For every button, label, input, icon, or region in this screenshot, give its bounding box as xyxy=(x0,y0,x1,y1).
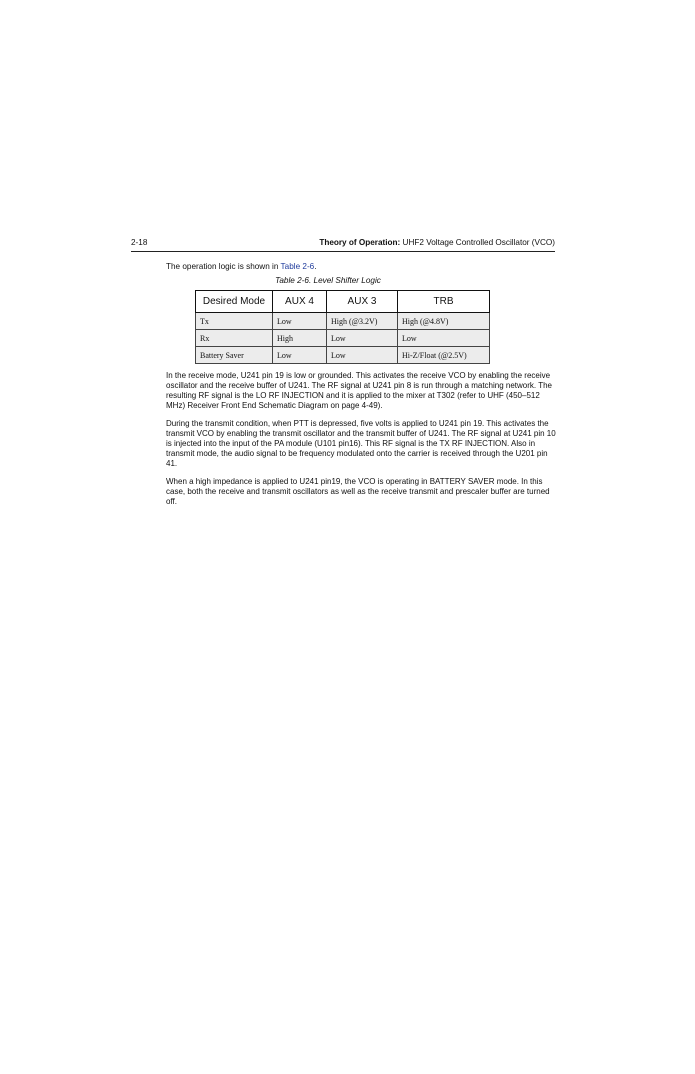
cell-aux3: High (@3.2V) xyxy=(327,313,398,330)
intro-sentence xyxy=(166,262,317,271)
paragraph-transmit-mode: During the transmit condition, when PTT is depressed, five volts is applied to U241 pin 19. This activates the transmit VCO by enabling the transmit oscillator and the transmit buffer of U241. The RF signal at U241 pin 10 is injected into the input of the PA module (U101 pin16). This RF signal is the TX RF INJECTION. Also in transmit mode, the audio signal to be frequency modulated onto the carrier is received through the U201 pin 41. xyxy=(166,419,556,468)
section-title-rest: UHF2 Voltage Controlled Oscillator (VCO) xyxy=(400,238,555,247)
header-aux3: AUX 3 xyxy=(327,291,398,313)
section-title-bold: Theory of Operation: xyxy=(319,238,401,247)
cell-aux4: Low xyxy=(273,313,327,330)
cell-trb: High (@4.8V) xyxy=(398,313,490,330)
cell-mode: Tx xyxy=(196,313,273,330)
cell-mode: Rx xyxy=(196,330,273,347)
cell-mode: Battery Saver xyxy=(196,347,273,364)
cell-trb: Hi-Z/Float (@2.5V) xyxy=(398,347,490,364)
cell-aux4: High xyxy=(273,330,327,347)
section-title xyxy=(319,238,555,247)
cell-aux4: Low xyxy=(273,347,327,364)
table-link[interactable]: Table 2-6 xyxy=(280,262,315,271)
page-header xyxy=(131,237,555,252)
intro-end: . xyxy=(314,262,317,271)
paragraph-battery-saver: When a high impedance is applied to U241 pin19, the VCO is operating in BATTERY SAVER mode. In this case, both the receive and transmit oscillators as well as the receive transmit and prescaler buffer are turned off. xyxy=(166,477,550,506)
table-caption: Table 2-6. Level Shifter Logic xyxy=(275,276,381,285)
header-aux4: AUX 4 xyxy=(273,291,327,313)
table-row xyxy=(196,347,490,364)
cell-aux3: Low xyxy=(327,347,398,364)
intro-text: The operation logic is shown in xyxy=(166,262,281,271)
page-number: 2-18 xyxy=(131,238,148,247)
header-trb: TRB xyxy=(398,291,490,313)
table-row xyxy=(196,330,490,347)
table-header-row xyxy=(196,291,490,313)
level-shifter-table xyxy=(195,290,490,364)
header-desired-mode: Desired Mode xyxy=(196,291,273,313)
cell-trb: Low xyxy=(398,330,490,347)
paragraph-receive-mode: In the receive mode, U241 pin 19 is low or grounded. This activates the receive VCO by enabling the receive oscillator and the receive buffer of U241. The RF signal at U241 pin 8 is run through a matching network. The resulting RF signal is the LO RF INJECTION and it is applied to the mixer at T302 (refer to UHF (450–512 MHz) Receiver Front End Schematic Diagram on page 4-49). xyxy=(166,371,552,410)
table-row xyxy=(196,313,490,330)
cell-aux3: Low xyxy=(327,330,398,347)
